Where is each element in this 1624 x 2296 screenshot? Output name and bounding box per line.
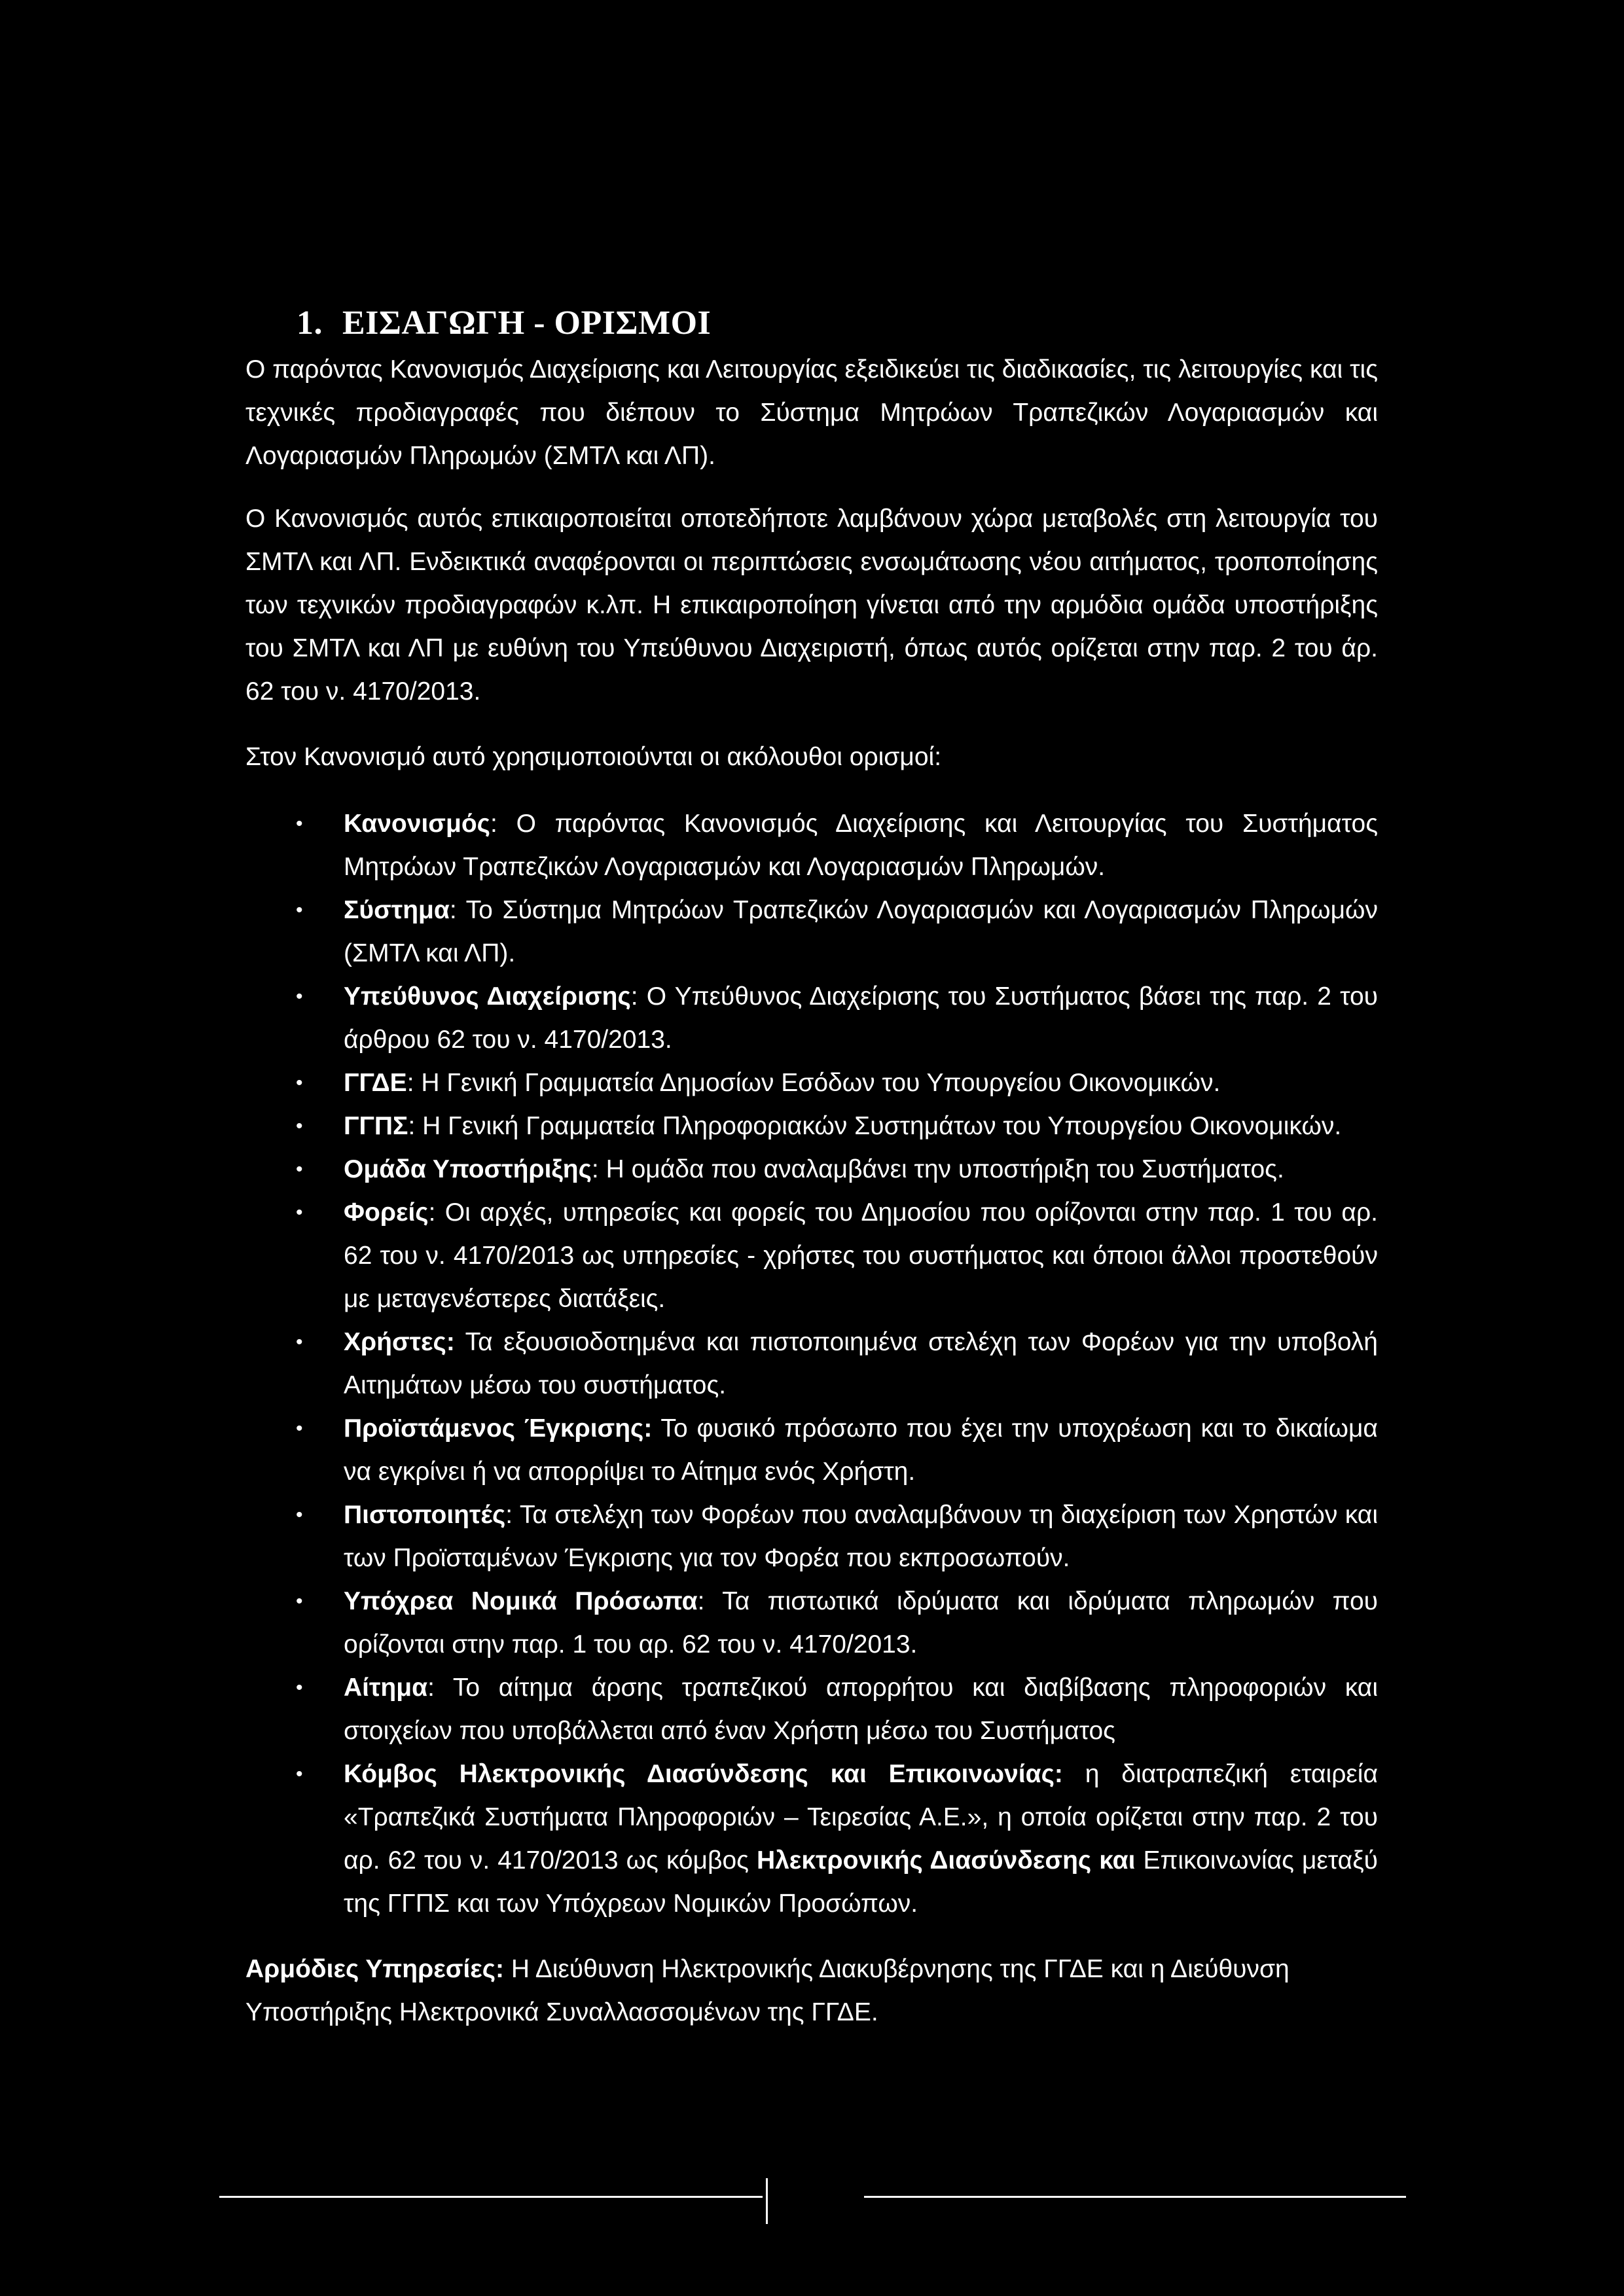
definition-text: Το φυσικό πρόσωπο που έχει την υποχρέωση και το δικαίωμα να εγκρίνει ή να απορρίψει το Αίτημα ενός Χρήστη.: [344, 1414, 1378, 1486]
list-item: [245, 1321, 1378, 1407]
intro-paragraph: Ο παρόντας Κανονισμός Διαχείρισης και Λειτουργίας εξειδικεύει τις διαδικασίες, τις λειτουργίες και τις τεχνικές προδιαγραφές που διέπουν το Σύστημα Μητρώων Τραπεζικών Λογαριασμών και Λογαριασμών Πληρωμών (ΣΜΤΛ και ΛΠ).: [245, 355, 1378, 470]
definition-term: Υπόχρεα Νομικά Πρόσωπα: [344, 1587, 698, 1615]
definition-text: Η Γενική Γραμματεία Πληροφοριακών Συστημάτων του Υπουργείου Οικονομικών.: [415, 1112, 1342, 1140]
definition-text: Οι αρχές, υπηρεσίες και φορείς του Δημοσίου που ορίζονται στην παρ. 1 του αρ. 62 του ν. 4170/2013 ως υπηρεσίες - χρήστες του συστήματος και όποιοι άλλοι προστεθούν με μεταγενέστερες διατάξεις.: [344, 1198, 1378, 1313]
bullet-icon: •: [296, 986, 303, 1007]
definition-text: η διατραπεζική εταιρεία «Τραπεζικά Συστήματα Πληροφοριών – Τειρεσίας Α.Ε.», η οποία ορίζεται στην παρ. 2 του αρ. 62 του ν. 4170/2013 ως κόμβος: [344, 1760, 1378, 1874]
bullet-icon: •: [296, 1763, 303, 1785]
definition-text-secondary: Επικοινωνίας μεταξύ της ΓΓΠΣ και των Υπόχρεων Νομικών Προσώπων.: [344, 1846, 1378, 1918]
definition-term: Προϊστάμενος Έγκρισης:: [344, 1414, 653, 1443]
definition-separator: :: [630, 982, 638, 1011]
bullet-icon: •: [296, 899, 303, 921]
definition-text: Τα στελέχη των Φορέων που αναλαμβάνουν τη διαχείριση των Χρηστών και των Προϊσταμένων Έγκρισης για τον Φορέα που εκπροσωπούν.: [344, 1501, 1378, 1572]
bullet-icon: •: [296, 1418, 303, 1439]
definition-term: Φορείς: [344, 1198, 429, 1227]
list-item: [245, 1753, 1378, 1926]
list-item: [245, 975, 1378, 1062]
definition-text: Το αίτημα άρσης τραπεζικού απορρήτου και διαβίβασης πληροφοριών και στοιχείων που υποβάλλεται από έναν Χρήστη μέσω του Συστήματος: [344, 1674, 1378, 1745]
definitions-intro: Στον Κανονισμό αυτό χρησιμοποιούνται οι ακόλουθοι ορισμοί:: [245, 743, 942, 771]
definition-separator: :: [408, 1112, 416, 1140]
bullet-icon: •: [296, 1504, 303, 1526]
definition-text: Η Γενική Γραμματεία Δημοσίων Εσόδων του Υπουργείου Οικονομικών.: [414, 1069, 1221, 1097]
definition-term: Κόμβος Ηλεκτρονικής Διασύνδεσης και Επικοινωνίας:: [344, 1760, 1063, 1788]
bullet-icon: •: [296, 1115, 303, 1137]
footer-rule-left: [219, 2196, 763, 2198]
list-item: [245, 1494, 1378, 1580]
footer-rule-right: [864, 2196, 1406, 2198]
definition-text: Η ομάδα που αναλαμβάνει την υποστήριξη του Συστήματος.: [598, 1155, 1284, 1183]
section-title: ΕΙΣΑΓΩΓΗ - ΟΡΙΣΜΟΙ: [342, 304, 712, 342]
bullet-icon: •: [296, 1158, 303, 1180]
definition-separator: :: [427, 1674, 435, 1702]
definition-term: ΓΓΔΕ: [344, 1069, 407, 1097]
bullet-icon: •: [296, 1072, 303, 1094]
bullet-icon: •: [296, 1677, 303, 1698]
definition-term: ΓΓΠΣ: [344, 1112, 408, 1140]
list-item: [245, 1407, 1378, 1494]
section-number: 1.: [297, 304, 323, 342]
list-item: [245, 889, 1378, 975]
footer-rule-tick: [766, 2178, 768, 2224]
list-item: [245, 1666, 1378, 1753]
definition-term: Αίτημα: [344, 1674, 428, 1702]
update-paragraph: Ο Κανονισμός αυτός επικαιροποιείται οποτεδήποτε λαμβάνουν χώρα μεταβολές στη λειτουργία του ΣΜΤΛ και ΛΠ. Ενδεικτικά αναφέρονται οι περιπτώσεις ενσωμάτωσης νέου αιτήματος, τροποποίησης των τεχνικών προδιαγραφών κ.λπ. Η επικαιροποίηση γίνεται από την αρμόδια ομάδα υποστήριξης του ΣΜΤΛ και ΛΠ με ευθύνη του Υπεύθυνου Διαχειριστή, όπως αυτός ορίζεται στην παρ. 2 του άρ. 62 του ν. 4170/2013.: [245, 505, 1378, 706]
definitions-list: [245, 802, 1378, 1926]
competent-services-paragraph: [245, 1948, 1378, 2034]
list-item: [245, 1580, 1378, 1666]
bullet-icon: •: [296, 1331, 303, 1353]
list-item: [245, 802, 1378, 889]
definition-text: Το Σύστημα Μητρώων Τραπεζικών Λογαριασμών και Λογαριασμών Πληρωμών (ΣΜΤΛ και ΛΠ).: [344, 896, 1378, 967]
definition-term-secondary: Ηλεκτρονικής Διασύνδεσης και: [756, 1846, 1136, 1874]
definition-text: Ο Υπεύθυνος Διαχείρισης του Συστήματος βάσει της παρ. 2 του άρθρου 62 του ν. 4170/2013.: [344, 982, 1379, 1054]
bullet-icon: •: [296, 813, 303, 834]
list-item: [245, 1191, 1378, 1321]
closing-text: Η Διεύθυνση Ηλεκτρονικής Διακυβέρνησης της ΓΓΔΕ και η Διεύθυνση Υποστήριξης Ηλεκτρονικά Συναλλασσομένων της ΓΓΔΕ.: [245, 1955, 1290, 2026]
section-heading: [297, 302, 1378, 344]
definition-term: Πιστοποιητές: [344, 1501, 506, 1529]
definition-separator: :: [406, 1069, 414, 1097]
page-content: [245, 302, 1378, 2060]
definition-text: Ο παρόντας Κανονισμός Διαχείρισης και Λειτουργίας του Συστήματος Μητρώων Τραπεζικών Λογαριασμών και Λογαριασμών Πληρωμών.: [344, 810, 1378, 881]
definition-separator: :: [591, 1155, 599, 1183]
definition-term: Ομάδα Υποστήριξης: [344, 1155, 592, 1183]
list-item: [245, 1062, 1378, 1105]
definition-text: Τα πιστωτικά ιδρύματα και ιδρύματα πληρωμών που ορίζονται στην παρ. 1 του αρ. 62 του ν. 4170/2013.: [344, 1587, 1378, 1659]
definition-separator: :: [505, 1501, 513, 1529]
definition-text: Τα εξουσιοδοτημένα και πιστοποιημένα στελέχη των Φορέων για την υποβολή Αιτημάτων μέσω του συστήματος.: [344, 1328, 1378, 1399]
definition-term: Χρήστες:: [344, 1328, 455, 1356]
bullet-icon: •: [296, 1202, 303, 1223]
definition-term: Σύστημα: [344, 896, 450, 924]
definition-separator: :: [449, 896, 457, 924]
list-item: [245, 1148, 1378, 1191]
closing-term: Αρμόδιες Υπηρεσίες:: [245, 1955, 505, 1983]
definition-term: Κανονισμός: [344, 810, 490, 838]
definition-term: Υπεύθυνος Διαχείρισης: [344, 982, 631, 1011]
list-item: [245, 1105, 1378, 1148]
definition-separator: :: [428, 1198, 436, 1227]
definition-separator: :: [697, 1587, 705, 1615]
bullet-icon: •: [296, 1590, 303, 1612]
definition-separator: :: [490, 810, 497, 838]
